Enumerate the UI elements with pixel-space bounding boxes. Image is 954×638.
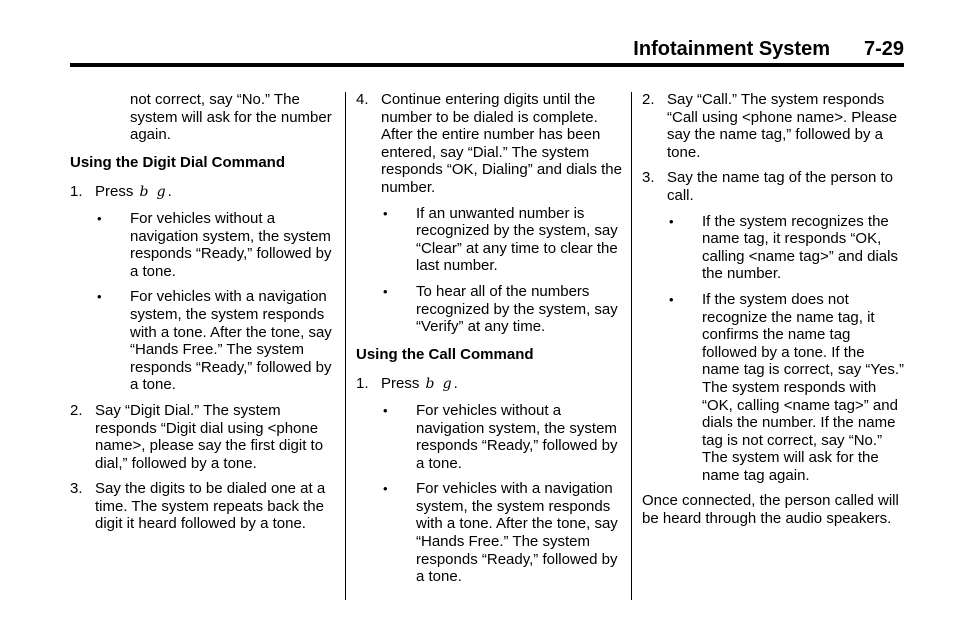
- step-1: 1. Press b g .: [70, 183, 172, 201]
- continued-text: not correct, say “No.” The system will ask for the number again.: [130, 91, 332, 144]
- step-number: 1.: [70, 183, 83, 201]
- step-number: 1.: [356, 375, 369, 393]
- column-2: [356, 91, 622, 594]
- step-number: 2.: [70, 401, 83, 419]
- section-heading-call: Using the Call Command: [356, 345, 534, 363]
- column-divider-1: [345, 92, 346, 600]
- bullet-item: • If the system recognizes the name tag, it responds “OK, calling <name tag>” and dials the number.: [669, 212, 898, 283]
- bullet-item: • For vehicles with a navigation system, the system responds with a tone. After the tone, say “Hands Free.” The system responds “Ready,” followed by a tone.: [383, 480, 618, 586]
- push-to-talk-icon: b: [139, 184, 149, 201]
- bullet-icon: •: [383, 402, 388, 418]
- step-2: 2. Say “Call.” The system responds “Call using <phone name>. Please say the name tag,” followed by a tone.: [642, 91, 898, 161]
- voice-icon: g: [442, 376, 452, 393]
- bullet-item: • If an unwanted number is recognized by the system, say “Clear” at any time to clear the last number.: [383, 204, 618, 275]
- step-number: 3.: [70, 480, 83, 498]
- bullet-icon: •: [669, 213, 674, 229]
- step-3: 3. Say the name tag of the person to call.: [642, 169, 893, 204]
- section-heading-digit-dial: Using the Digit Dial Command: [70, 153, 286, 171]
- bullet-item: • To hear all of the numbers recognized by the system, say “Verify” at any time.: [383, 282, 618, 336]
- step-number: 3.: [642, 169, 655, 187]
- page-number: 7-29: [863, 38, 904, 60]
- column-3: [642, 91, 906, 536]
- bullet-item: • For vehicles with a navigation system, the system responds with a tone. After the tone, say “Hands Free.” The system responds “Ready,” followed by a tone.: [97, 288, 332, 394]
- bullet-icon: •: [383, 481, 388, 497]
- step-2: 2. Say “Digit Dial.” The system responds “Digit dial using <phone name>, please say the first digit to dial,” followed by a tone.: [70, 401, 324, 472]
- bullet-icon: •: [383, 205, 388, 221]
- bullet-icon: •: [383, 283, 388, 299]
- step-3: 3. Say the digits to be dialed one at a time. The system repeats back the digit it heard followed by a tone.: [70, 480, 326, 533]
- step-number: 2.: [642, 91, 655, 108]
- bullet-icon: •: [669, 291, 674, 307]
- bullet-item: • For vehicles without a navigation system, the system responds “Ready,” followed by a tone.: [383, 401, 618, 472]
- press-text: Press: [381, 375, 420, 393]
- voice-icon: g: [156, 184, 166, 201]
- push-to-talk-icon: b: [425, 376, 435, 393]
- bullet-icon: •: [97, 210, 102, 226]
- header-rule: [70, 63, 904, 67]
- column-divider-2: [631, 92, 632, 600]
- column-1: [70, 91, 338, 541]
- press-text: Press: [95, 183, 134, 201]
- bullet-item: • For vehicles without a navigation system, the system responds “Ready,” followed by a tone.: [97, 209, 332, 280]
- closing-paragraph: Once connected, the person called will be heard through the audio speakers.: [642, 492, 899, 528]
- step-number: 4.: [356, 91, 369, 108]
- step-4: 4. Continue entering digits until the number to be dialed is complete. After the entire number has been entered, say “Dial.” The system responds “OK, Dialing” and dials the number.: [356, 91, 622, 196]
- section-title: Infotainment System: [633, 38, 830, 60]
- step-1: 1. Press b g .: [356, 375, 458, 393]
- bullet-icon: •: [97, 289, 102, 305]
- bullet-item: • If the system does not recognize the name tag, it confirms the name tag followed by a tone. If the name tag is correct, say “Yes.” The system responds with “OK, calling <name tag>” and dials the number. If the name tag is not correct, say “No.” The system will ask for the name tag again.: [669, 290, 905, 484]
